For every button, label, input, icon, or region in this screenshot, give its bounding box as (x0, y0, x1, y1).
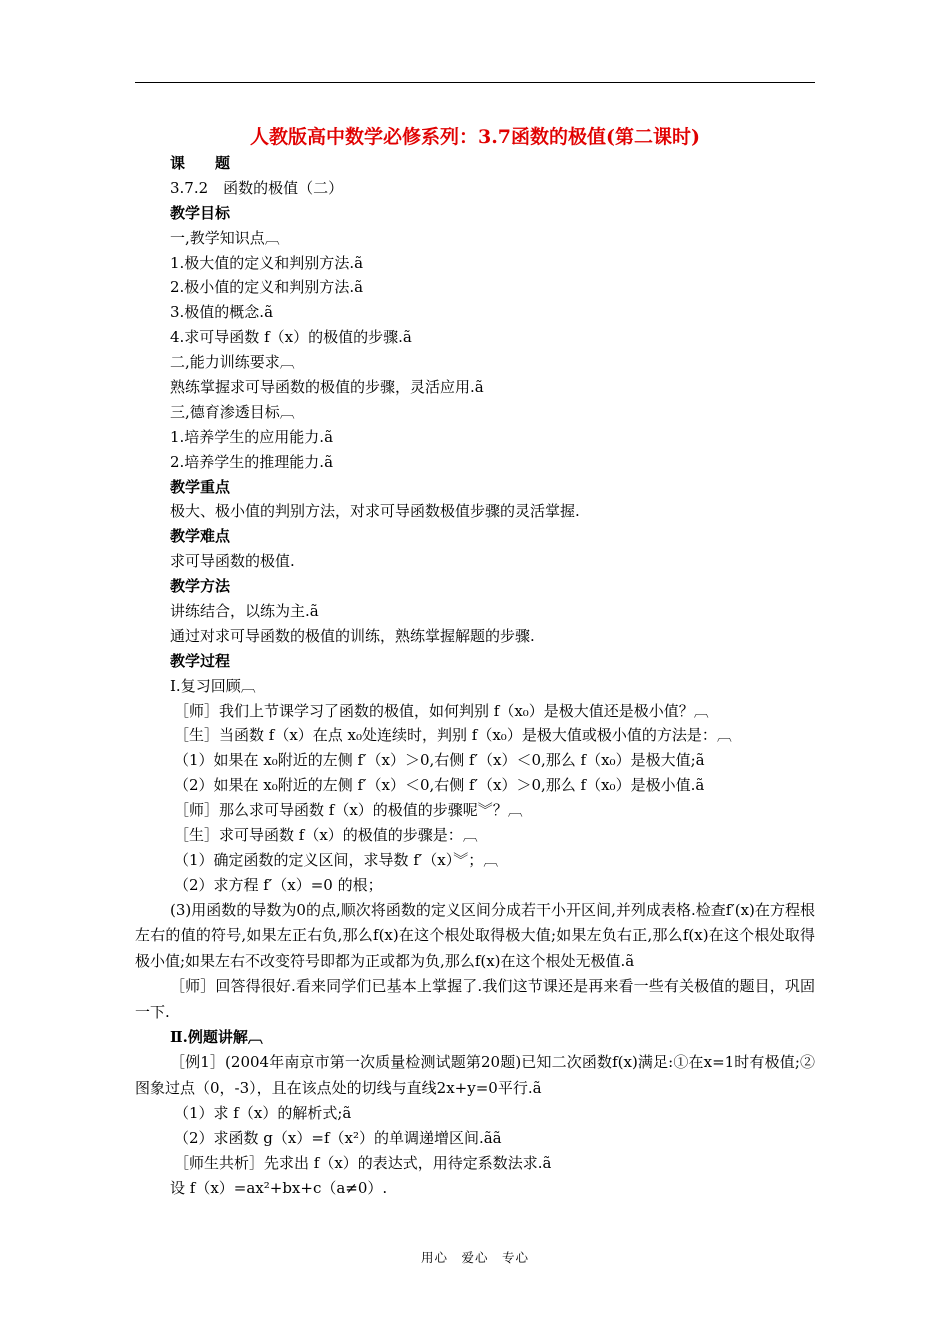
text-line: 求可导函数的极值. (170, 552, 295, 571)
section-heading: 教学重点 (170, 477, 231, 496)
section-heading: 教学过程 (170, 651, 231, 670)
header-rule (135, 82, 815, 83)
text-line: 1.极大值的定义和判别方法.ã (170, 253, 364, 272)
text-line: （1）求 f（x）的解析式;ã (174, 1104, 352, 1123)
section-heading: 教学方法 (170, 577, 231, 596)
text-line: （1）确定函数的定义区间，求导数 f′（x）︾；︹ (174, 850, 499, 869)
text-line: （1）如果在 x₀附近的左侧 f′（x）＞0,右侧 f′（x）＜0,那么 f（x₀）是极大值;ã (174, 751, 705, 770)
text-line: ［生］求可导函数 f（x）的极值的步骤是：︹ (174, 826, 478, 845)
text-line: 一,教学知识点︹ (170, 228, 280, 247)
text-line: ［师］我们上节课学习了函数的极值，如何判别 f（x₀）是极大值还是极小值？︹ (174, 701, 709, 720)
text-line: ［师］那么求可导函数 f（x）的极值的步骤呢︾？︹ (174, 801, 523, 820)
text-line: ［生］当函数 f（x）在点 x₀处连续时，判别 f（x₀）是极大值或极小值的方法是：︹ (174, 726, 732, 745)
text-line: Ⅰ.复习回顾︹ (170, 676, 256, 695)
text-line: 3.极值的概念.ã (170, 303, 274, 322)
text-line: 3.7.2 函数的极值（二） (170, 178, 344, 197)
lines-section-b (170, 1101, 815, 1201)
text-line: ［师生共析］先求出 f（x）的表达式，用待定系数法求.ã (174, 1153, 552, 1172)
paragraph-steps: (3)用函数的导数为0的点,顺次将函数的定义区间分成若干小开区间,并列成表格.检查f′(x)在方程根左右的值的符号,如果左正右负,那么f(x)在这个根处取得极大值;如果左负右正,那么f(x)在这个根处取得极小值;如果左右不改变符号即都为正或都为负,那么f(x)在这个根处无极值.ã (135, 900, 815, 970)
document-body (135, 151, 815, 1201)
text-line: 二,能力训练要求︹ (170, 353, 295, 372)
text-line: 通过对求可导函数的极值的训练，熟练掌握解题的步骤. (170, 626, 535, 645)
text-line: （2）求方程 f′（x）=0 的根； (174, 875, 383, 894)
paragraph-teacher-reply: ［师］回答得很好.看来同学们已基本上掌握了.我们这节课还是再来看一些有关极值的题目，巩固一下. (135, 977, 815, 1021)
section-heading: 教学难点 (170, 527, 231, 546)
section-heading-examples: Ⅱ.例题讲解︹ (170, 1028, 263, 1047)
text-line: 设 f（x）=ax²+bx+c（a≠0）. (170, 1178, 388, 1197)
text-line: 2.培养学生的推理能力.ã (170, 452, 334, 471)
lines-section-a (170, 151, 815, 898)
text-line: （2）求函数 g（x）=f（x²）的单调递增区间.ãã (174, 1129, 502, 1147)
paragraph-example-1: ［例1］(2004年南京市第一次质量检测试题第20题)已知二次函数f(x)满足:①在x=1时有极值;②图象过点（0，-3），且在该点处的切线与直线2x+y=0平行.ã (135, 1053, 815, 1097)
page-footer: 用心 爱心 专心 (420, 1250, 529, 1265)
text-line: 2.极小值的定义和判别方法.ã (170, 278, 364, 297)
section-heading: 教学目标 (170, 203, 231, 222)
text-line: 极大、极小值的判别方法，对求可导函数极值步骤的灵活掌握. (170, 502, 580, 521)
text-line: （2）如果在 x₀附近的左侧 f′（x）＜0,右侧 f′（x）＞0,那么 f（x₀）是极小值.ã (174, 776, 705, 795)
text-line: 4.求可导函数 f（x）的极值的步骤.ã (170, 328, 412, 347)
text-line: 三,德育渗透目标︹ (170, 402, 295, 421)
page-title: 人教版高中数学必修系列：3.7函数的极值(第二课时) (249, 126, 701, 148)
text-line: 熟练掌握求可导函数的极值的步骤，灵活应用.ã (170, 378, 484, 397)
section-heading: 课 题 (170, 154, 231, 172)
text-line: 1.培养学生的应用能力.ã (170, 427, 334, 446)
text-line: 讲练结合，以练为主.ã (170, 602, 319, 621)
